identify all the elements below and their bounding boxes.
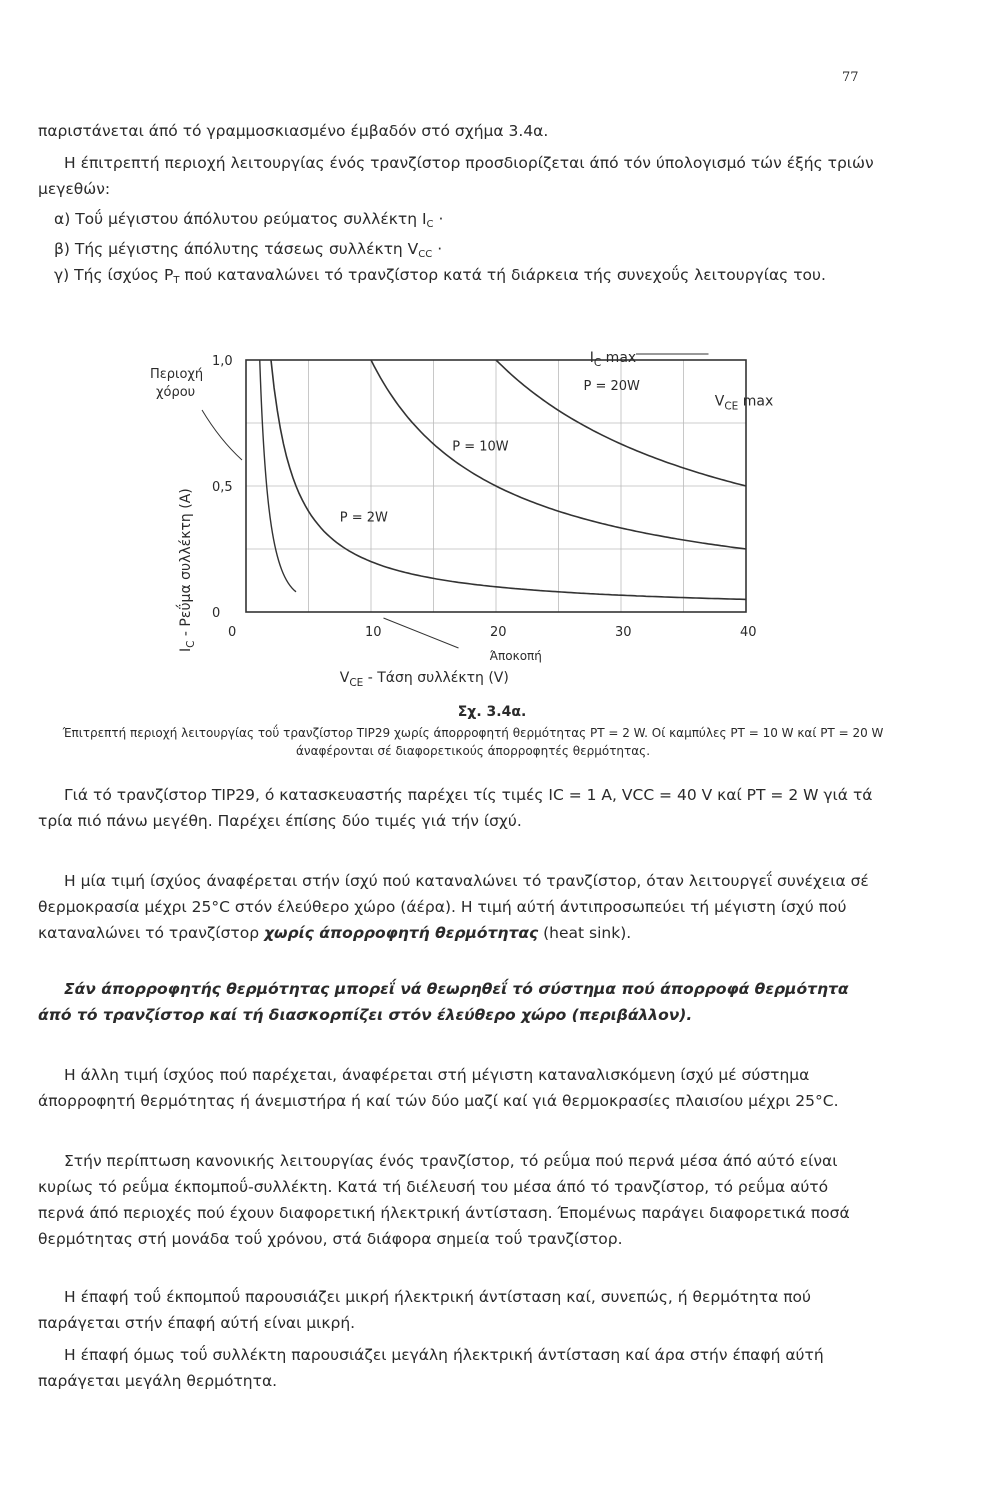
curve-label-3: P = 2W xyxy=(339,510,388,526)
list-item-c: γ) Τής ίσχύος $P_T$ πού καταναλώνει τό τρανζίστορ κατά τή διάρκεια τής συνεχοΰς λειτουργίας του. xyxy=(54,266,826,286)
curve-label-1: P = 20W xyxy=(583,379,640,395)
list-item-b: β) Τής μέγιστης άπόλυτης τάσεως συλλέκτη $V_{CC}$ · xyxy=(54,240,443,260)
cutoff-pointer xyxy=(384,618,459,648)
cutoff-label: Άποκοπή xyxy=(489,649,542,663)
body-paragraph-7: Η έπαφή όμως τοΰ συλλέκτη παρουσιάζει μεγάλη ήλεκτρική άντίσταση καί άρα στήν έπαφή αύτή παράγεται μεγάλη θερμότητα. xyxy=(38,1346,824,1390)
ic-max-label: $I_C$ max xyxy=(589,350,637,369)
x-tick-label: 0 xyxy=(228,625,237,640)
body-paragraph-4: Η άλλη τιμή ίσχύος πού παρέχεται, άναφέρεται στή μέγιστη καταναλισκόμενη ίσχύ μέ σύστημα άπορροφητή θερμότητας ή άνεμιστήρα ή καί τών δύο μαζί καί γιά θερμοκρασίες πλαισίου μέχρι 25°C. xyxy=(38,1066,839,1110)
soa-chart xyxy=(150,340,830,689)
caption-text: Έπιτρεπτή περιοχή λειτουργίας τοΰ τρανζίστορ TIP29 χωρίς άπορροφητή θερμότητας PT = 2 W. Οί καμπύλες PT = 10 W καί PT = 20 W άναφέρονται σέ διαφορετικούς άπορροφητές θερμότητας. xyxy=(62,726,884,758)
intro-line-2: Η έπιτρεπτή περιοχή λειτουργίας ένός τρανζίστορ προσδιορίζεται άπό τόν ύπολογισμό τών έξής τριών μεγεθών: xyxy=(38,154,874,198)
vce-max-label: $V_{CE}$ max xyxy=(714,393,774,413)
area-label-line-1: Περιοχή xyxy=(150,367,204,382)
area-pointer-arrow xyxy=(202,410,242,460)
left-boundary-line xyxy=(260,360,296,592)
y-tick-label: 0,5 xyxy=(212,480,233,495)
x-tick-label: 20 xyxy=(490,625,507,640)
curve-label-2: P = 10W xyxy=(452,439,509,455)
x-tick-label: 10 xyxy=(365,625,382,640)
x-tick-label: 30 xyxy=(615,625,632,640)
body-paragraph-1: Γιά τό τρανζίστορ TIP29, ό κατασκευαστής παρέχει τίς τιμές IC = 1 A, VCC = 40 V καί PT = 2 W γιά τά τρία πιό πάνω μεγέθη. Παρέχει έπίσης δύο τιμές γιά τήν ίσχύ. xyxy=(38,786,873,830)
area-label-line-2: χόρου xyxy=(156,385,196,400)
body-paragraph-6: Η έπαφή τοΰ έκπομποΰ παρουσιάζει μικρή ήλεκτρική άντίσταση καί, συνεπώς, ή θερμότητα πού παράγεται στήν έπαφή αύτή είναι μικρή. xyxy=(38,1288,811,1332)
page-number: 77 xyxy=(842,70,859,85)
intro-line-1: παριστάνεται άπό τό γραμμοσκιασμένο έμβαδόν στό σχήμα 3.4α. xyxy=(38,122,549,140)
plot-area xyxy=(150,350,773,689)
series-line-2w xyxy=(271,360,746,599)
list-item-a: α) Τοΰ μέγιστου άπόλυτου ρεύματος συλλέκτη $I_C$ · xyxy=(54,210,444,230)
y-axis-label: $I_C$ - Ρεΰμα συλλέκτη (A) xyxy=(178,488,197,652)
y-tick-label: 0 xyxy=(212,606,221,621)
body-paragraph-3: Σάν άπορροφητής θερμότητας μπορεΐ νά θεωρηθεΐ τό σύστημα πού άπορροφά θερμότητα άπό τό τρανζίστορ καί τή διασκορπίζει στόν έλεύθερο χώρο (περιβάλλον). xyxy=(38,980,849,1024)
y-tick-label: 1,0 xyxy=(212,354,233,369)
body-paragraph-2: Η μία τιμή ίσχύος άναφέρεται στήν ίσχύ πού καταναλώνει τό τρανζίστορ, όταν λειτουργεΐ συνέχεια σέ θερμοκρασία μέχρι 25°C στόν έλεύθερο χώρο (άέρα). Η τιμή αύτή άντιπροσωπεύει τή μέγιστη ίσχύ πού καταναλώνει τό τρανζίστορ χωρίς άπορροφητή θερμότητας (heat sink). xyxy=(38,872,869,942)
caption-title: Σχ. 3.4α. xyxy=(457,704,527,720)
x-tick-label: 40 xyxy=(740,625,757,640)
body-paragraph-5: Στήν περίπτωση κανονικής λειτουργίας ένός τρανζίστορ, τό ρεΰμα πού περνά μέσα άπό αύτό είναι κυρίως τό ρεΰμα έκπομποΰ-συλλέκτη. Κατά τή διέλευσή του μέσα άπό τό τρανζίστορ, τό ρεΰμα αύτό περνά άπό περιοχές πού έχουν διαφορετική ήλεκτρική άντίσταση. Έπομένως παράγει διαφορετικά ποσά θερμότητας στή μονάδα τοΰ χρόνου, στά διάφορα σημεία τοΰ τρανζίστορ. xyxy=(38,1152,850,1248)
x-axis-label: $V_{CE}$ - Τάση συλλέκτη (V) xyxy=(339,670,509,689)
